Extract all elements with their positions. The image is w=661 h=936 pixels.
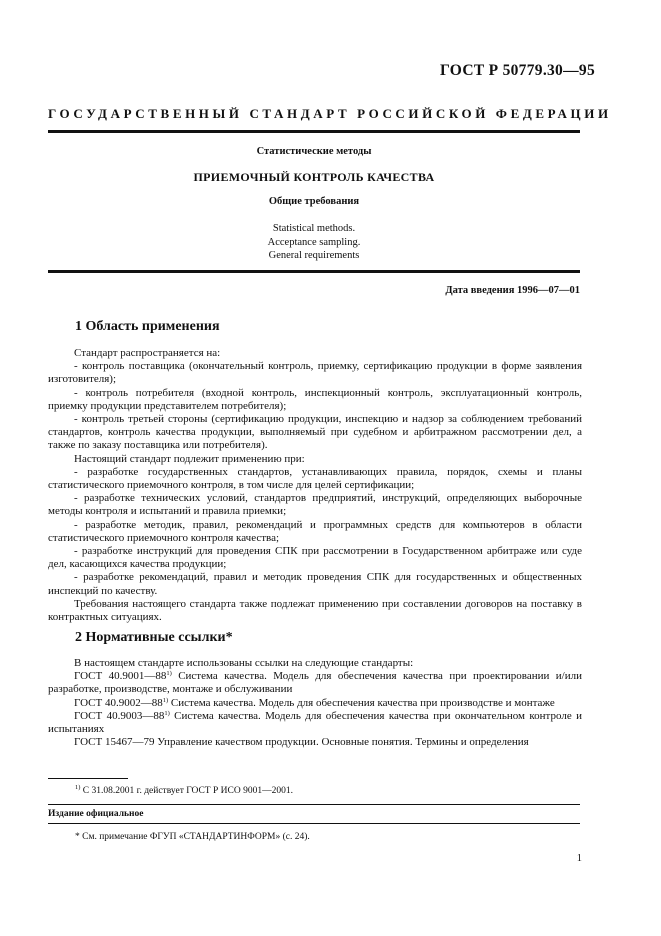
footnote-divider xyxy=(48,778,128,779)
section-1-heading: 1 Область применения xyxy=(75,319,220,334)
reference-code: ГОСТ 40.9002—88 xyxy=(74,696,163,709)
reference-title: Система качества. Модель для обеспечения качества при окончательном контроле и испытаниях xyxy=(48,709,582,736)
reference-code: ГОСТ 40.9001—88 xyxy=(74,670,167,683)
paragraph: - разработке государственных стандартов, устанавливающих правила, порядок, схемы и планы статистического приемочного контроля, в том числе для целей сертификации; xyxy=(48,465,582,492)
footnote-mark: 1) xyxy=(166,670,172,678)
paragraph: Настоящий стандарт подлежит применению при: xyxy=(74,452,305,465)
english-title-line: General requirements xyxy=(268,250,360,261)
paragraph: - разработке методик, правил, рекомендаций и программных средств для компьютеров в области статистического приемочного контроля качества; xyxy=(48,518,582,544)
footnote-mark: 1) xyxy=(162,696,169,704)
footnote-text: С 31.08.2001 г. действует ГОСТ Р ИСО 9001—2001. xyxy=(80,786,293,796)
footnote xyxy=(75,786,293,796)
reference-item xyxy=(48,670,582,696)
section-2-heading: 2 Нормативные ссылки* xyxy=(75,630,233,645)
divider-middle xyxy=(48,270,580,273)
english-title xyxy=(48,222,580,263)
subtitle: Статистические методы xyxy=(256,146,372,157)
reference-code: ГОСТ 15467—79 xyxy=(74,736,155,749)
section-2-body xyxy=(48,657,582,749)
divider-bottom xyxy=(48,823,580,824)
page-number: 1 xyxy=(576,853,582,864)
paragraph: - контроль третьей стороны (сертификацию продукции, инспекцию и надзор за соблюдением требований стандартов, контроль качества продукции, выполняемый при судебном и арбитражном рассмотрении дел, а также по заказу поставщика или потребителя). xyxy=(48,413,582,452)
paragraph: - контроль поставщика (окончательный контроль, приемку, сертификацию продукции в форме заявления изготовителя); xyxy=(48,360,582,386)
reference-code: ГОСТ 40.9003—88 xyxy=(74,709,165,722)
reference-title: Управление качеством продукции. Основные понятия. Термины и определения xyxy=(154,736,529,749)
english-title-line: Acceptance sampling. xyxy=(267,236,361,248)
state-standard-banner: ГОСУДАРСТВЕННЫЙ СТАНДАРТ РОССИЙСКОЙ ФЕДЕРАЦИИ xyxy=(48,106,612,121)
paragraph: В настоящем стандарте использованы ссылки на следующие стандарты: xyxy=(74,657,414,669)
paragraph: Требования настоящего стандарта также подлежат применению при составлении договоров на поставку в контрактных ситуациях. xyxy=(48,597,582,624)
section-1-body xyxy=(48,347,582,624)
footnote-mark: 1) xyxy=(75,784,81,791)
paragraph: - разработке рекомендаций, правил и методик проведения СПК для государственных и общественных инспекций по качеству. xyxy=(48,571,582,597)
reference-item xyxy=(48,697,582,710)
footnote-mark: 1) xyxy=(164,709,170,717)
note: * См. примечание ФГУП «СТАНДАРТИНФОРМ» (с. 24). xyxy=(75,832,310,842)
gost-number: ГОСТ Р 50779.30—95 xyxy=(440,62,595,79)
reference-title: Система качества. Модель для обеспечения качества при проектировании и/или разработке, производстве, монтаже и обслуживании xyxy=(48,670,582,696)
introduction-date: Дата введения 1996—07—01 xyxy=(445,285,580,296)
paragraph: - разработке технических условий, стандартов предприятий, инструкций, определяющих выборочные методы контроля и испытаний и правила приемки; xyxy=(48,492,582,518)
reference-title: Система качества. Модель для обеспечения качества при производстве и монтаже xyxy=(168,696,555,709)
divider-top xyxy=(48,130,580,133)
paragraph: - разработке инструкций для проведения СПК при рассмотрении в Государственном арбитраже или суде дел, касающихся качества продукции; xyxy=(48,545,582,571)
official-edition-label: Издание официальное xyxy=(48,809,144,819)
paragraph: - контроль потребителя (входной контроль, инспекционный контроль, эксплуатационный контроль, приемку продукции представителем потребителя); xyxy=(48,386,582,412)
main-title: ПРИЕМОЧНЫЙ КОНТРОЛЬ КАЧЕСТВА xyxy=(193,170,435,184)
general-requirements-title: Общие требования xyxy=(268,196,360,207)
reference-item xyxy=(48,710,582,736)
divider-edition xyxy=(48,804,580,805)
reference-item xyxy=(48,736,582,749)
paragraph: Стандарт распространяется на: xyxy=(74,347,221,359)
english-title-line: Statistical methods. xyxy=(272,223,356,234)
